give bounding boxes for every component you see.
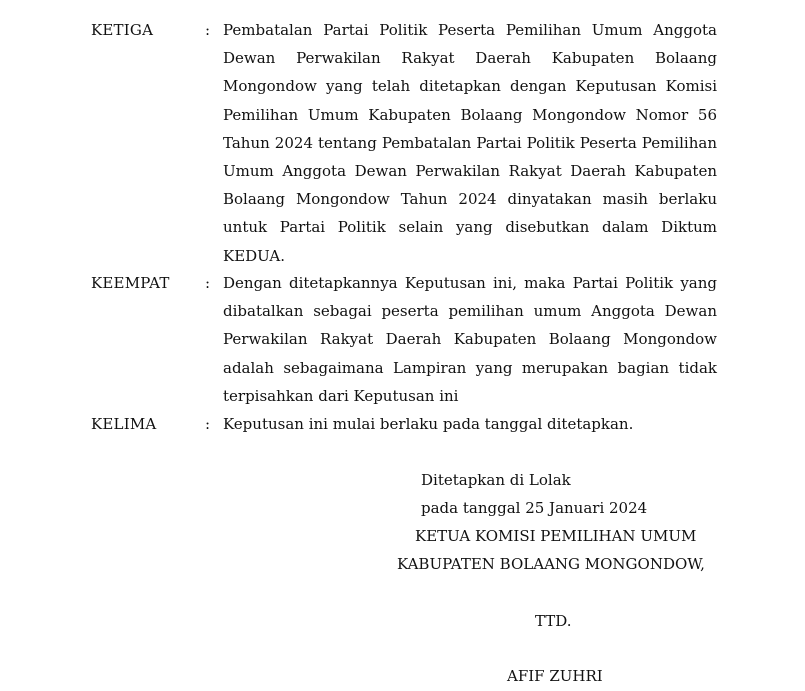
diktum-keempat — [91, 269, 717, 410]
diktum-label: KEEMPAT — [91, 274, 170, 292]
diktum-separator: : — [205, 21, 211, 39]
signatory-title-line-2: KABUPATEN BOLAANG MONGONDOW, — [397, 555, 705, 573]
diktum-separator: : — [205, 415, 211, 433]
diktum-ketiga — [91, 16, 717, 270]
signature-date: pada tanggal 25 Januari 2024 — [421, 499, 648, 517]
diktum-text: Pembatalan Partai Politik Peserta Pemilihan Umum Anggota Dewan Perwakilan Rakyat Daerah Kabupaten Bolaang Mongondow yang telah ditetapkan dengan Keputusan Komisi Pemilihan Umum Kabupaten Bolaang Mongondow Nomor 56 Tahun 2024 tentang Pembatalan Partai Politik Peserta Pemilihan Umum Anggota Dewan Perwakilan Rakyat Daerah Kabupaten Bolaang Mongondow Tahun 2024 dinyatakan masih berlaku untuk Partai Politik selain yang disebutkan dalam Diktum KEDUA. — [223, 21, 717, 265]
diktum-label: KELIMA — [91, 415, 157, 433]
diktum-kelima — [91, 410, 717, 438]
signatory-title-line-1: KETUA KOMISI PEMILIHAN UMUM — [415, 527, 697, 545]
signature-place: Ditetapkan di Lolak — [421, 471, 571, 489]
diktum-text: Dengan ditetapkannya Keputusan ini, maka Partai Politik yang dibatalkan sebagai peserta pemilihan umum Anggota Dewan Perwakilan Rakyat Daerah Kabupaten Bolaang Mongondow adalah sebagaimana Lampiran yang merupakan bagian tidak terpisahkan dari Keputusan ini — [223, 274, 717, 405]
signed-mark: TTD. — [535, 612, 572, 630]
signatory-name: AFIF ZUHRI — [507, 667, 603, 685]
diktum-separator: : — [205, 274, 211, 292]
diktum-text: Keputusan ini mulai berlaku pada tanggal ditetapkan. — [223, 415, 634, 433]
diktum-label: KETIGA — [91, 21, 154, 39]
